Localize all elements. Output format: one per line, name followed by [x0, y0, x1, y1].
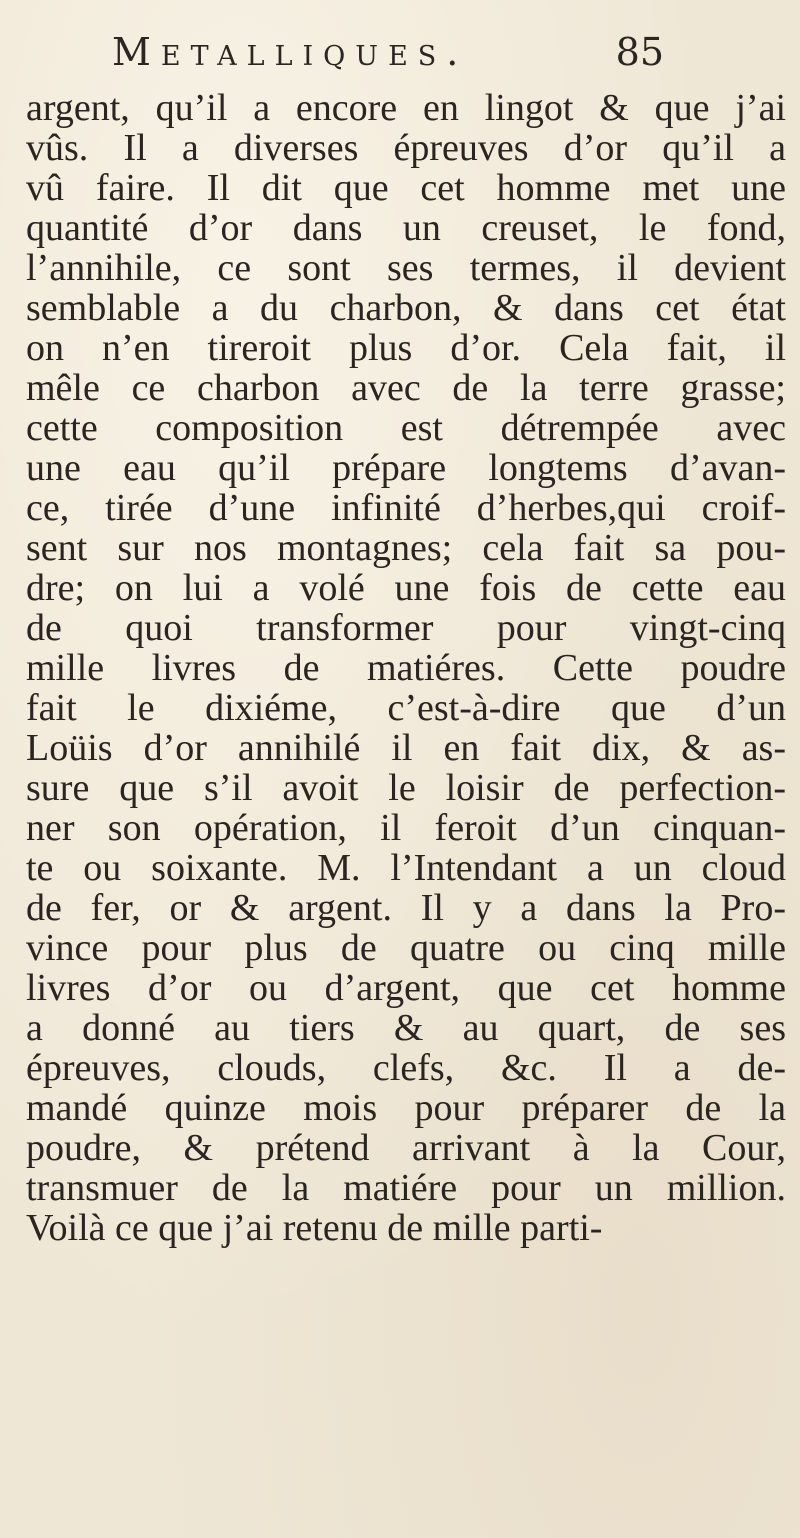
text-line: mêle ce charbon avec de la terre grasse; [26, 367, 786, 409]
text-line: Loüis d’or annihilé il en fait dix, & as- [26, 727, 786, 769]
text-line: sure que s’il avoit le loisir de perfection- [26, 767, 786, 809]
text-line: mille livres de matiéres. Cette poudre [26, 647, 786, 689]
text-line: poudre, & prétend arrivant à la Cour, [26, 1127, 786, 1169]
text-line: te ou soixante. M. l’Intendant a un cloud [26, 847, 786, 889]
text-line: mandé quinze mois pour préparer de la [26, 1087, 786, 1129]
page-number: 85 [615, 30, 664, 74]
text-line: quantité d’or dans un creuset, le fond, [26, 207, 786, 249]
text-line: fait le dixiéme, c’est-à-dire que d’un [26, 687, 786, 729]
text-line: sent sur nos montagnes; cela fait sa pou- [26, 527, 786, 569]
text-line: on n’en tireroit plus d’or. Cela fait, il [26, 327, 786, 369]
text-line: épreuves, clouds, clefs, &c. Il a de- [26, 1047, 786, 1089]
text-line: cette composition est détrempée avec [26, 407, 786, 449]
text-line: a donné au tiers & au quart, de ses [26, 1007, 786, 1049]
text-line: transmuer de la matiére pour un million. [26, 1167, 786, 1209]
text-line: vince pour plus de quatre ou cinq mille [26, 927, 786, 969]
text-line: dre; on lui a volé une fois de cette eau [26, 567, 786, 609]
text-line: de fer, or & argent. Il y a dans la Pro- [26, 887, 786, 929]
text-line: semblable a du charbon, & dans cet état [26, 287, 786, 329]
body-text [26, 88, 786, 1248]
text-line: l’annihile, ce sont ses termes, il devient [26, 247, 786, 289]
text-line: de quoi transformer pour vingt-cinq [26, 607, 786, 649]
running-head [112, 30, 664, 90]
text-line: une eau qu’il prépare longtems d’avan- [26, 447, 786, 489]
text-line: vûs. Il a diverses épreuves d’or qu’il a [26, 127, 786, 169]
text-line: vû faire. Il dit que cet homme met une [26, 167, 786, 209]
text-line: ner son opération, il feroit d’un cinquan- [26, 807, 786, 849]
text-line: livres d’or ou d’argent, que cet homme [26, 967, 786, 1009]
text-line: argent, qu’il a encore en lingot & que j’ai [26, 87, 786, 129]
running-title: Metalliques. [112, 30, 469, 74]
text-line: ce, tirée d’une infinité d’herbes,qui croif- [26, 487, 786, 529]
text-line: Voilà ce que j’ai retenu de mille parti- [26, 1207, 603, 1249]
